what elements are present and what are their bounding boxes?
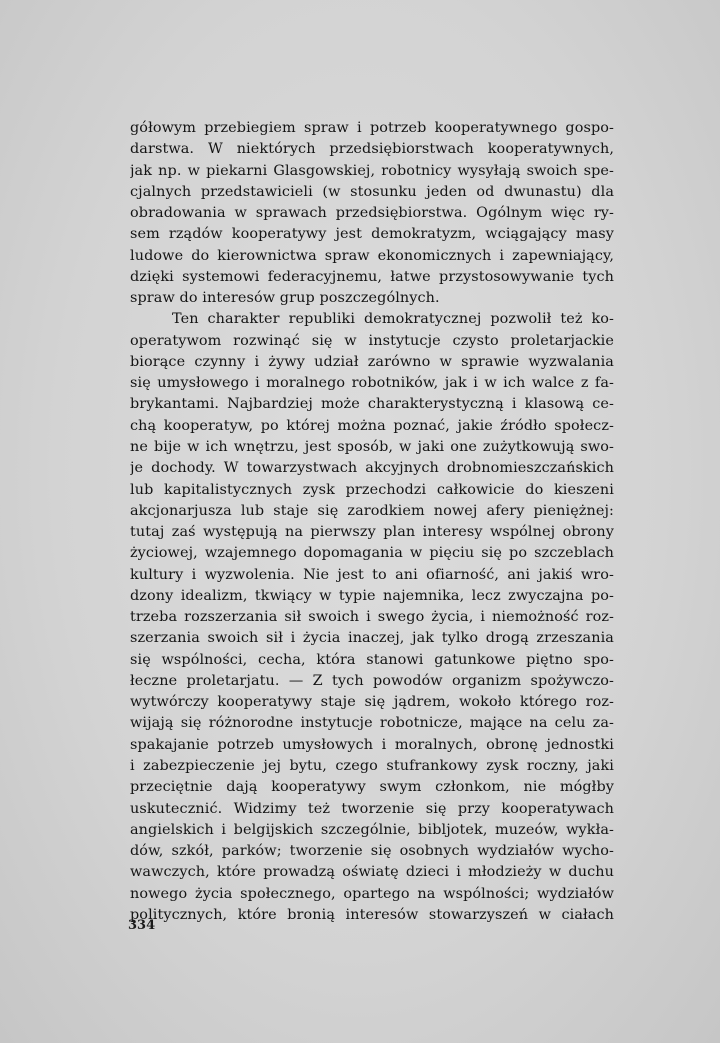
text-line: biorące czynny i żywy udział zarówno w sprawie wyzwalania xyxy=(130,353,614,370)
text-line-paragraph-start: Ten charakter republiki demokratycznej pozwolił też ko- xyxy=(172,311,614,328)
text-line: ludowe do kierownictwa spraw ekonomicznych i zapewniający, xyxy=(130,247,614,264)
text-line: życiowej, wzajemnego dopomagania w pięciu się po szczeblach xyxy=(130,545,614,562)
text-line: chą kooperatyw, po której można poznać, jakie źródło społecz- xyxy=(130,417,614,434)
text-line: gółowym przebiegiem spraw i potrzeb kooperatywnego gospo- xyxy=(130,120,614,136)
text-line: obradowania w sprawach przedsiębiorstwa. Ogólnym więc ry- xyxy=(130,205,614,222)
text-line: angielskich i belgijskich szczególnie, bibljotek, muzeów, wykła- xyxy=(130,821,614,838)
text-line: lub kapitalistycznych zysk przechodzi całkowicie do kieszeni xyxy=(130,481,614,498)
text-line: uskutecznić. Widzimy też tworzenie się przy kooperatywach xyxy=(130,800,614,817)
text-line: dzony idealizm, tkwiący w typie najemnika, lecz zwyczajna po- xyxy=(130,587,614,604)
text-line: politycznych, które bronią interesów stowarzyszeń w ciałach xyxy=(130,906,614,923)
text-line: je dochody. W towarzystwach akcyjnych drobnomieszczańskich xyxy=(130,460,614,477)
text-line: wytwórczy kooperatywy staje się jądrem, wokoło którego roz- xyxy=(130,694,614,711)
text-line: wijają się różnorodne instytucje robotnicze, mające na celu za- xyxy=(130,715,614,732)
text-line: tutaj zaś występują na pierwszy plan interesy wspólnej obrony xyxy=(130,524,614,541)
text-line: dów, szkół, parków; tworzenie się osobnych wydziałów wycho- xyxy=(130,843,614,860)
text-line: ne bije w ich wnętrzu, jest sposób, w jaki one zużytkowują swo- xyxy=(130,438,614,455)
text-line: szerzania swoich sił i życia inaczej, jak tylko drogą zrzeszania xyxy=(130,630,614,647)
text-line-paragraph-end: spraw do interesów grup poszczególnych. xyxy=(130,290,440,307)
text-line: jak np. w piekarni Glasgowskiej, robotnicy wysyłają swoich spe- xyxy=(130,162,614,179)
text-line: brykantami. Najbardziej może charakterystyczną i klasową ce- xyxy=(130,396,614,413)
text-line: spakajanie potrzeb umysłowych i moralnych, obronę jednostki xyxy=(130,736,614,753)
text-line: darstwa. W niektórych przedsiębiorstwach kooperatywnych, xyxy=(130,141,614,158)
text-line: nowego życia społecznego, opartego na wspólności; wydziałów xyxy=(130,885,614,902)
text-line: cjalnych przedstawicieli (w stosunku jeden od dwunastu) dla xyxy=(130,183,614,200)
text-line: wawczych, które prowadzą oświatę dzieci i młodzieży w duchu xyxy=(130,864,614,881)
text-line: przeciętnie dają kooperatywy swym członkom, nie mógłby xyxy=(130,779,614,796)
text-line: dzięki systemowi federacyjnemu, łatwe przystosowywanie tych xyxy=(130,268,614,285)
text-line: trzeba rozszerzania sił swoich i swego życia, i niemożność roz- xyxy=(130,609,614,626)
text-line: sem rządów kooperatywy jest demokratyzm, wciągający masy xyxy=(130,226,614,243)
text-line: łeczne proletarjatu. — Z tych powodów organizm spożywczo- xyxy=(130,672,614,689)
body-text xyxy=(130,118,614,926)
text-line: się wspólności, cecha, która stanowi gatunkowe piętno spo- xyxy=(130,651,614,668)
text-line: kultury i wyzwolenia. Nie jest to ani ofiarność, ani jakiś wro- xyxy=(130,566,614,583)
text-line: i zabezpieczenie jej bytu, czego stufrankowy zysk roczny, jaki xyxy=(130,757,614,774)
page-number: 334 xyxy=(128,918,156,933)
text-line: się umysłowego i moralnego robotników, jak i w ich walce z fa- xyxy=(130,375,614,392)
text-line: akcjonarjusza lub staje się zarodkiem nowej afery pieniężnej: xyxy=(130,502,614,519)
text-line: operatywom rozwinąć się w instytucje czysto proletarjackie xyxy=(130,332,614,349)
